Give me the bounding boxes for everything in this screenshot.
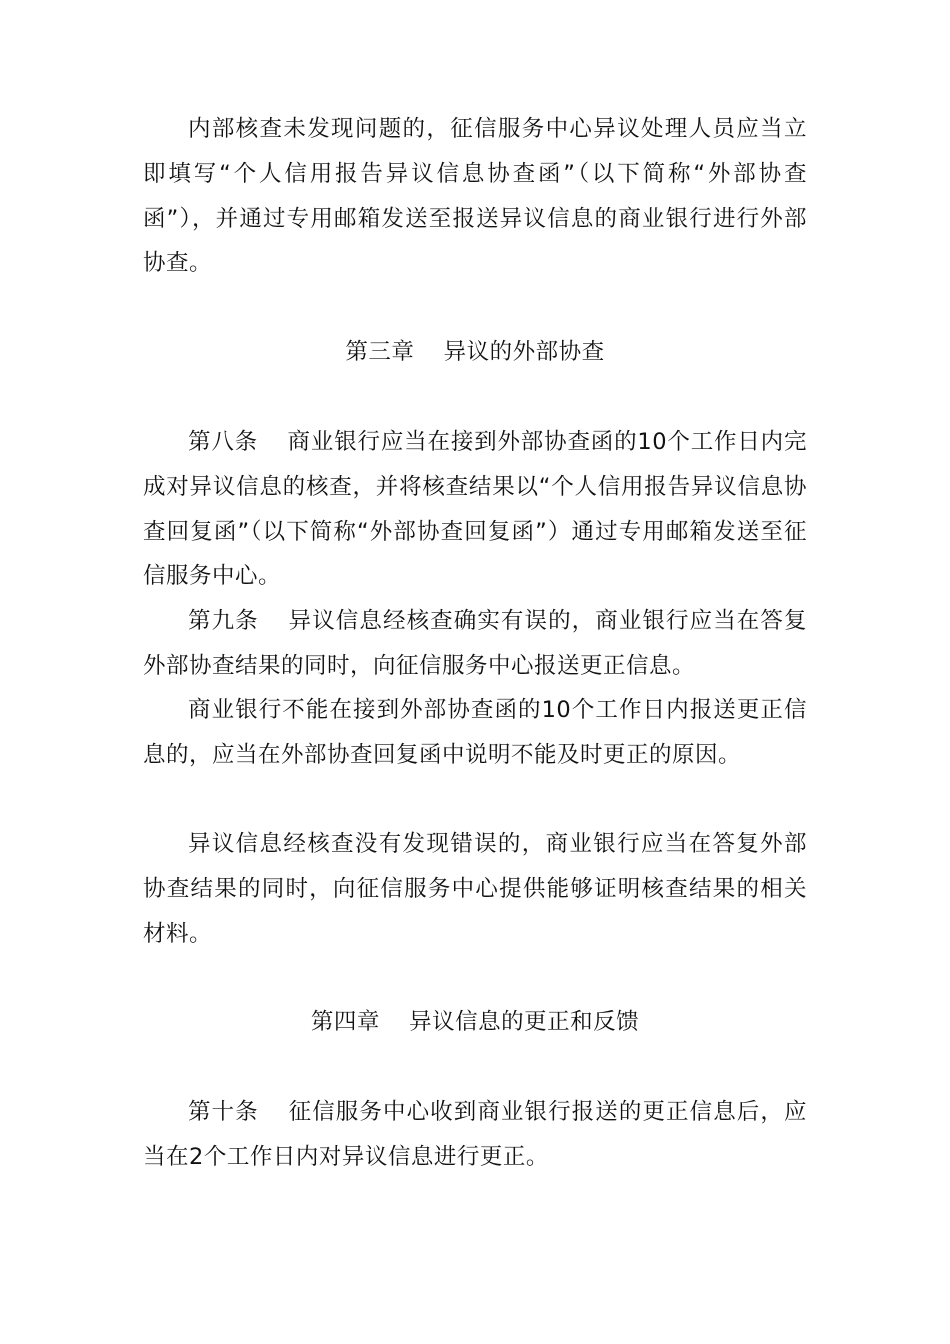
paragraph-no-error (143, 822, 807, 956)
article-eight (143, 420, 807, 599)
paragraph-text: 内部核查未发现问题的，征信服务中心异议处理人员应当立即填写“个人信用报告异议信息协查函”（以下简称“外部协查函”），并通过专用邮箱发送至报送异议信息的商业银行进行外部协查。 (143, 116, 807, 277)
chapter-three-heading (143, 330, 807, 375)
chapter-title: 异议信息的更正和反馈 (409, 1009, 640, 1035)
article-number: 第八条 (188, 429, 258, 455)
chapter-title: 异议的外部协查 (443, 339, 605, 365)
chapter-number: 第三章 (345, 339, 415, 365)
paragraph-correction-delay (143, 688, 807, 778)
article-ten (143, 1090, 807, 1180)
article-text: 异议信息经核查确实有误的，商业银行应当在答复外部协查结果的同时，向征信服务中心报送更正信息。 (143, 608, 807, 679)
article-text: 商业银行应当在接到外部协查函的10个工作日内完成对异议信息的核查，并将核查结果以“个人信用报告异议信息协查回复函”（以下简称“外部协查回复函”）通过专用邮箱发送至征信服务中心。 (143, 429, 807, 590)
article-number: 第十条 (188, 1099, 259, 1125)
chapter-number: 第四章 (310, 1009, 380, 1035)
article-number: 第九条 (188, 608, 259, 634)
chapter-four-heading (143, 1000, 807, 1045)
article-nine (143, 599, 807, 689)
paragraph-text: 异议信息经核查没有发现错误的，商业银行应当在答复外部协查结果的同时，向征信服务中心提供能够证明核查结果的相关材料。 (143, 831, 807, 947)
article-text: 征信服务中心收到商业银行报送的更正信息后，应当在2个工作日内对异议信息进行更正。 (143, 1099, 807, 1170)
paragraph-internal-check (143, 107, 807, 286)
paragraph-text: 商业银行不能在接到外部协查函的10个工作日内报送更正信息的，应当在外部协查回复函中说明不能及时更正的原因。 (143, 697, 807, 768)
